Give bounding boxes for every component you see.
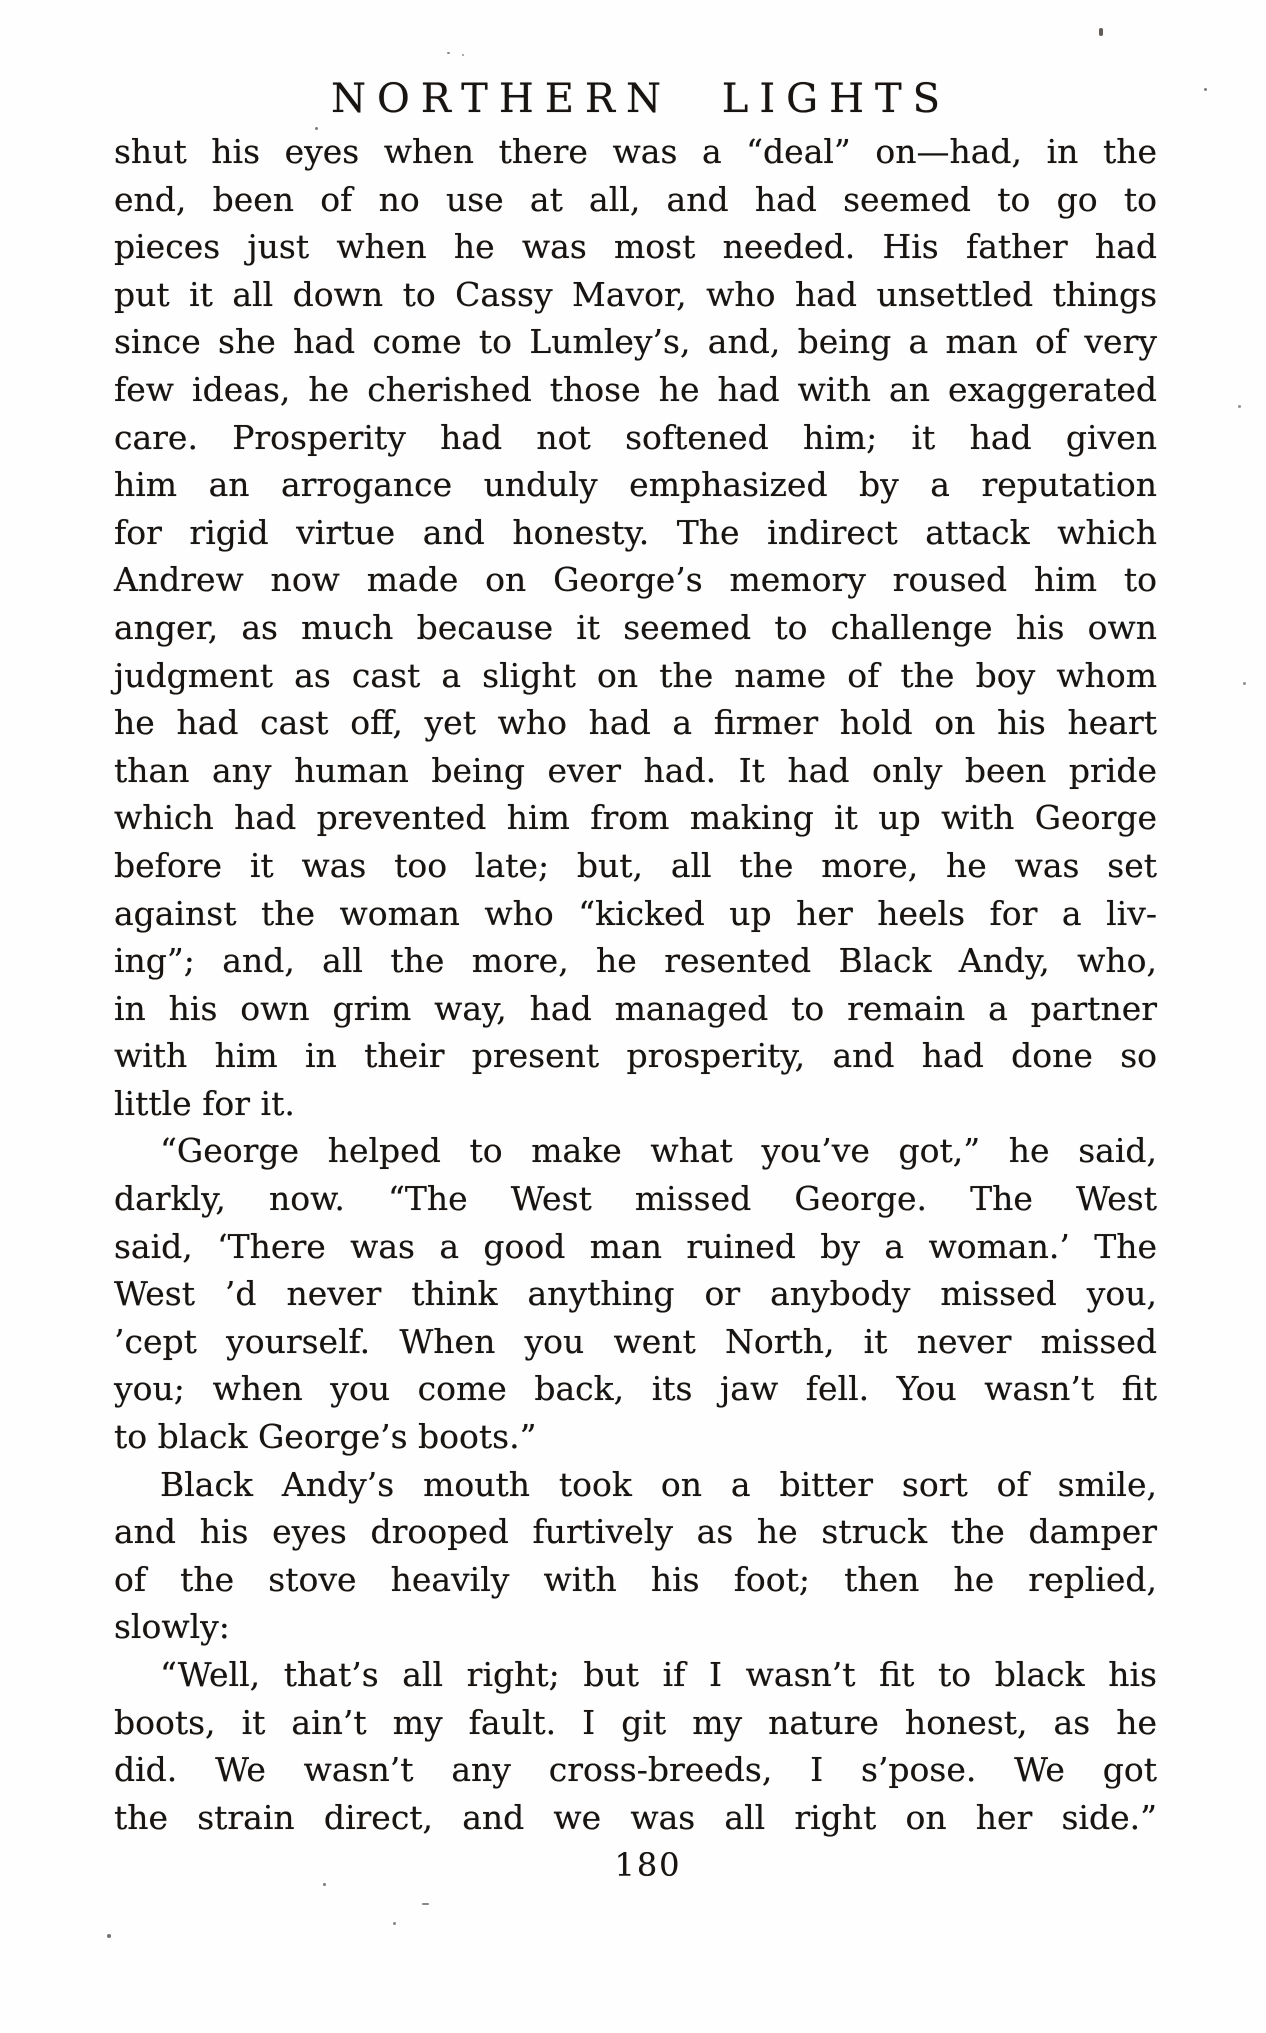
- scan-speck: [323, 1883, 326, 1886]
- text-line: ’cept yourself. When you went North, it never missed: [114, 1321, 1157, 1361]
- text-line: West ’d never think anything or anybody missed you,: [114, 1274, 1157, 1314]
- text-line: which had prevented him from making it up with George: [114, 798, 1157, 838]
- text-line: end, been of no use at all, and had seemed to go to: [114, 179, 1157, 219]
- text-line: care. Prosperity had not softened him; it had given: [114, 417, 1157, 457]
- text-line: against the woman who “kicked up her heels for a liv-: [114, 893, 1157, 933]
- text-line: you; when you come back, its jaw fell. You wasn’t fit: [114, 1369, 1157, 1409]
- text-line: him an arrogance unduly emphasized by a reputation: [114, 465, 1157, 505]
- scan-speck: [1238, 405, 1241, 408]
- text-line: ing”; and, all the more, he resented Black Andy, who,: [114, 941, 1157, 981]
- running-header: NORTHERN LIGHTS: [330, 76, 952, 122]
- text-line: shut his eyes when there was a “deal” on—had, in the: [114, 132, 1157, 171]
- text-line: judgment as cast a slight on the name of the boy whom: [114, 655, 1157, 695]
- scan-speck: [422, 1903, 429, 1905]
- scan-speck: [107, 1934, 111, 1938]
- text-line: darkly, now. “The West missed George. The West: [114, 1179, 1157, 1219]
- page-text: [114, 128, 1157, 1841]
- scan-speck: [1243, 682, 1246, 685]
- text-line: Andrew now made on George’s memory roused him to: [114, 560, 1157, 600]
- text-line: of the stove heavily with his foot; then he replied,: [114, 1559, 1157, 1599]
- text-line: in his own grim way, had managed to remain a partner: [114, 988, 1157, 1028]
- text-line: said, ‘There was a good man ruined by a woman.’ The: [114, 1226, 1157, 1266]
- text-line: anger, as much because it seemed to challenge his own: [114, 607, 1157, 647]
- text-line: than any human being ever had. It had only been pride: [114, 750, 1157, 790]
- scan-speck: [1099, 28, 1103, 36]
- text-line: with him in their present prosperity, and had done so: [114, 1036, 1157, 1076]
- text-line: the strain direct, and we was all right on her side.”: [114, 1797, 1157, 1837]
- text-line: boots, it ain’t my fault. I git my nature honest, as he: [114, 1702, 1157, 1742]
- scan-speck: [447, 52, 450, 54]
- text-line: put it all down to Cassy Mavor, who had unsettled things: [114, 274, 1157, 314]
- text-line: he had cast off, yet who had a firmer hold on his heart: [114, 703, 1157, 743]
- text-line: to black George’s boots.”: [114, 1417, 537, 1457]
- text-line: before it was too late; but, all the more, he was set: [114, 845, 1157, 885]
- text-line: few ideas, he cherished those he had with an exaggerated: [114, 369, 1157, 409]
- text-line: little for it.: [114, 1083, 295, 1123]
- text-line: “Well, that’s all right; but if I wasn’t fit to black his: [160, 1655, 1157, 1694]
- scan-speck: [462, 54, 464, 56]
- text-line: Black Andy’s mouth took on a bitter sort of smile,: [160, 1464, 1157, 1504]
- text-line: since she had come to Lumley’s, and, being a man of very: [114, 322, 1157, 362]
- scan-speck: [315, 127, 318, 130]
- text-line: and his eyes drooped furtively as he struck the damper: [114, 1512, 1157, 1552]
- page-number: 180: [614, 1846, 682, 1884]
- text-line: for rigid virtue and honesty. The indirect attack which: [114, 512, 1157, 552]
- scan-speck: [1204, 88, 1207, 91]
- text-line: did. We wasn’t any cross-breeds, I s’pose. We got: [114, 1750, 1157, 1790]
- scan-speck: [393, 1922, 396, 1925]
- text-line: “George helped to make what you’ve got,” he said,: [160, 1131, 1157, 1171]
- text-line: pieces just when he was most needed. His father had: [114, 227, 1157, 267]
- text-line: slowly:: [114, 1607, 230, 1647]
